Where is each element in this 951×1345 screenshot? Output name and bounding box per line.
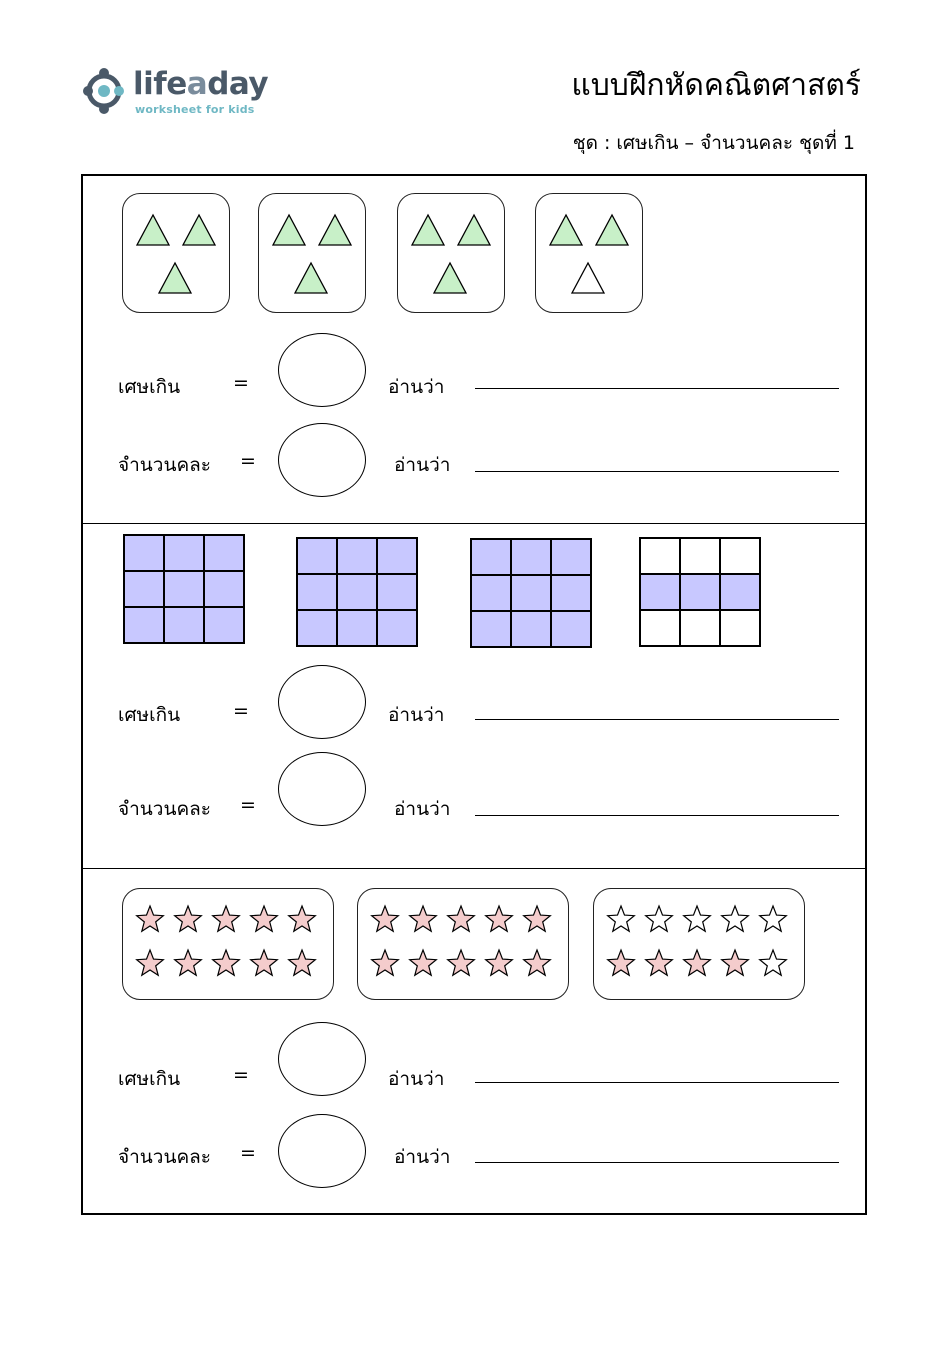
read-as-label-1a: อ่านว่า [388, 376, 445, 398]
star-g3-7 [646, 950, 673, 975]
equals-sign-1a: = [233, 372, 249, 394]
logo-word-pre: life [133, 66, 187, 102]
star-g2-5 [524, 906, 551, 931]
star-g1-1 [137, 906, 164, 931]
star-g2-1 [372, 906, 399, 931]
star-g2-6 [372, 950, 399, 975]
star-g3-2 [646, 906, 673, 931]
improper-label-2: เศษเกิน [118, 704, 181, 726]
equals-sign-2a: = [233, 700, 249, 722]
equals-sign-3a: = [233, 1064, 249, 1086]
star-g1-6 [137, 950, 164, 975]
star-g3-10 [760, 950, 787, 975]
read-as-label-2a: อ่านว่า [388, 704, 445, 726]
star-g3-5 [760, 906, 787, 931]
star-g2-4 [486, 906, 513, 931]
star-g1-10 [289, 950, 316, 975]
star-g2-10 [524, 950, 551, 975]
star-g1-5 [289, 906, 316, 931]
answer-line-mixed-3[interactable] [475, 1162, 839, 1163]
answer-oval-improper-3[interactable] [278, 1022, 366, 1096]
star-g2-8 [448, 950, 475, 975]
star-g2-3 [448, 906, 475, 931]
read-as-label-3b: อ่านว่า [394, 1146, 451, 1168]
read-as-label-2b: อ่านว่า [394, 798, 451, 820]
star-g2-9 [486, 950, 513, 975]
star-g3-1 [608, 906, 635, 931]
equals-sign-1b: = [240, 450, 256, 472]
read-as-label-1b: อ่านว่า [394, 454, 451, 476]
answer-line-improper-3[interactable] [475, 1082, 839, 1083]
star-g3-3 [684, 906, 711, 931]
mixed-label-1: จำนวนคละ [118, 454, 212, 476]
logo-subtitle: worksheet for kids [135, 103, 255, 116]
star-g1-7 [175, 950, 202, 975]
page-subtitle: ชุด : เศษเกิน – จำนวนคละ ชุดที่ 1 [572, 132, 855, 154]
star-g1-3 [213, 906, 240, 931]
logo-word-a: a [186, 66, 208, 102]
equals-sign-3b: = [240, 1142, 256, 1164]
star-g3-6 [608, 950, 635, 975]
star-g1-8 [213, 950, 240, 975]
star-g1-2 [175, 906, 202, 931]
improper-label-1: เศษเกิน [118, 376, 181, 398]
page-title: แบบฝึกหัดคณิตศาสตร์ [571, 68, 861, 103]
mixed-label-3: จำนวนคละ [118, 1146, 212, 1168]
equals-sign-2b: = [240, 794, 256, 816]
star-g3-9 [722, 950, 749, 975]
mixed-label-2: จำนวนคละ [118, 798, 212, 820]
star-g3-8 [684, 950, 711, 975]
star-g1-4 [251, 906, 278, 931]
star-g2-2 [410, 906, 437, 931]
improper-label-3: เศษเกิน [118, 1068, 181, 1090]
star-g2-7 [410, 950, 437, 975]
answer-oval-mixed-3[interactable] [278, 1114, 366, 1188]
star-g3-4 [722, 906, 749, 931]
logo-word-post: day [207, 66, 269, 102]
star-g1-9 [251, 950, 278, 975]
read-as-label-3a: อ่านว่า [388, 1068, 445, 1090]
